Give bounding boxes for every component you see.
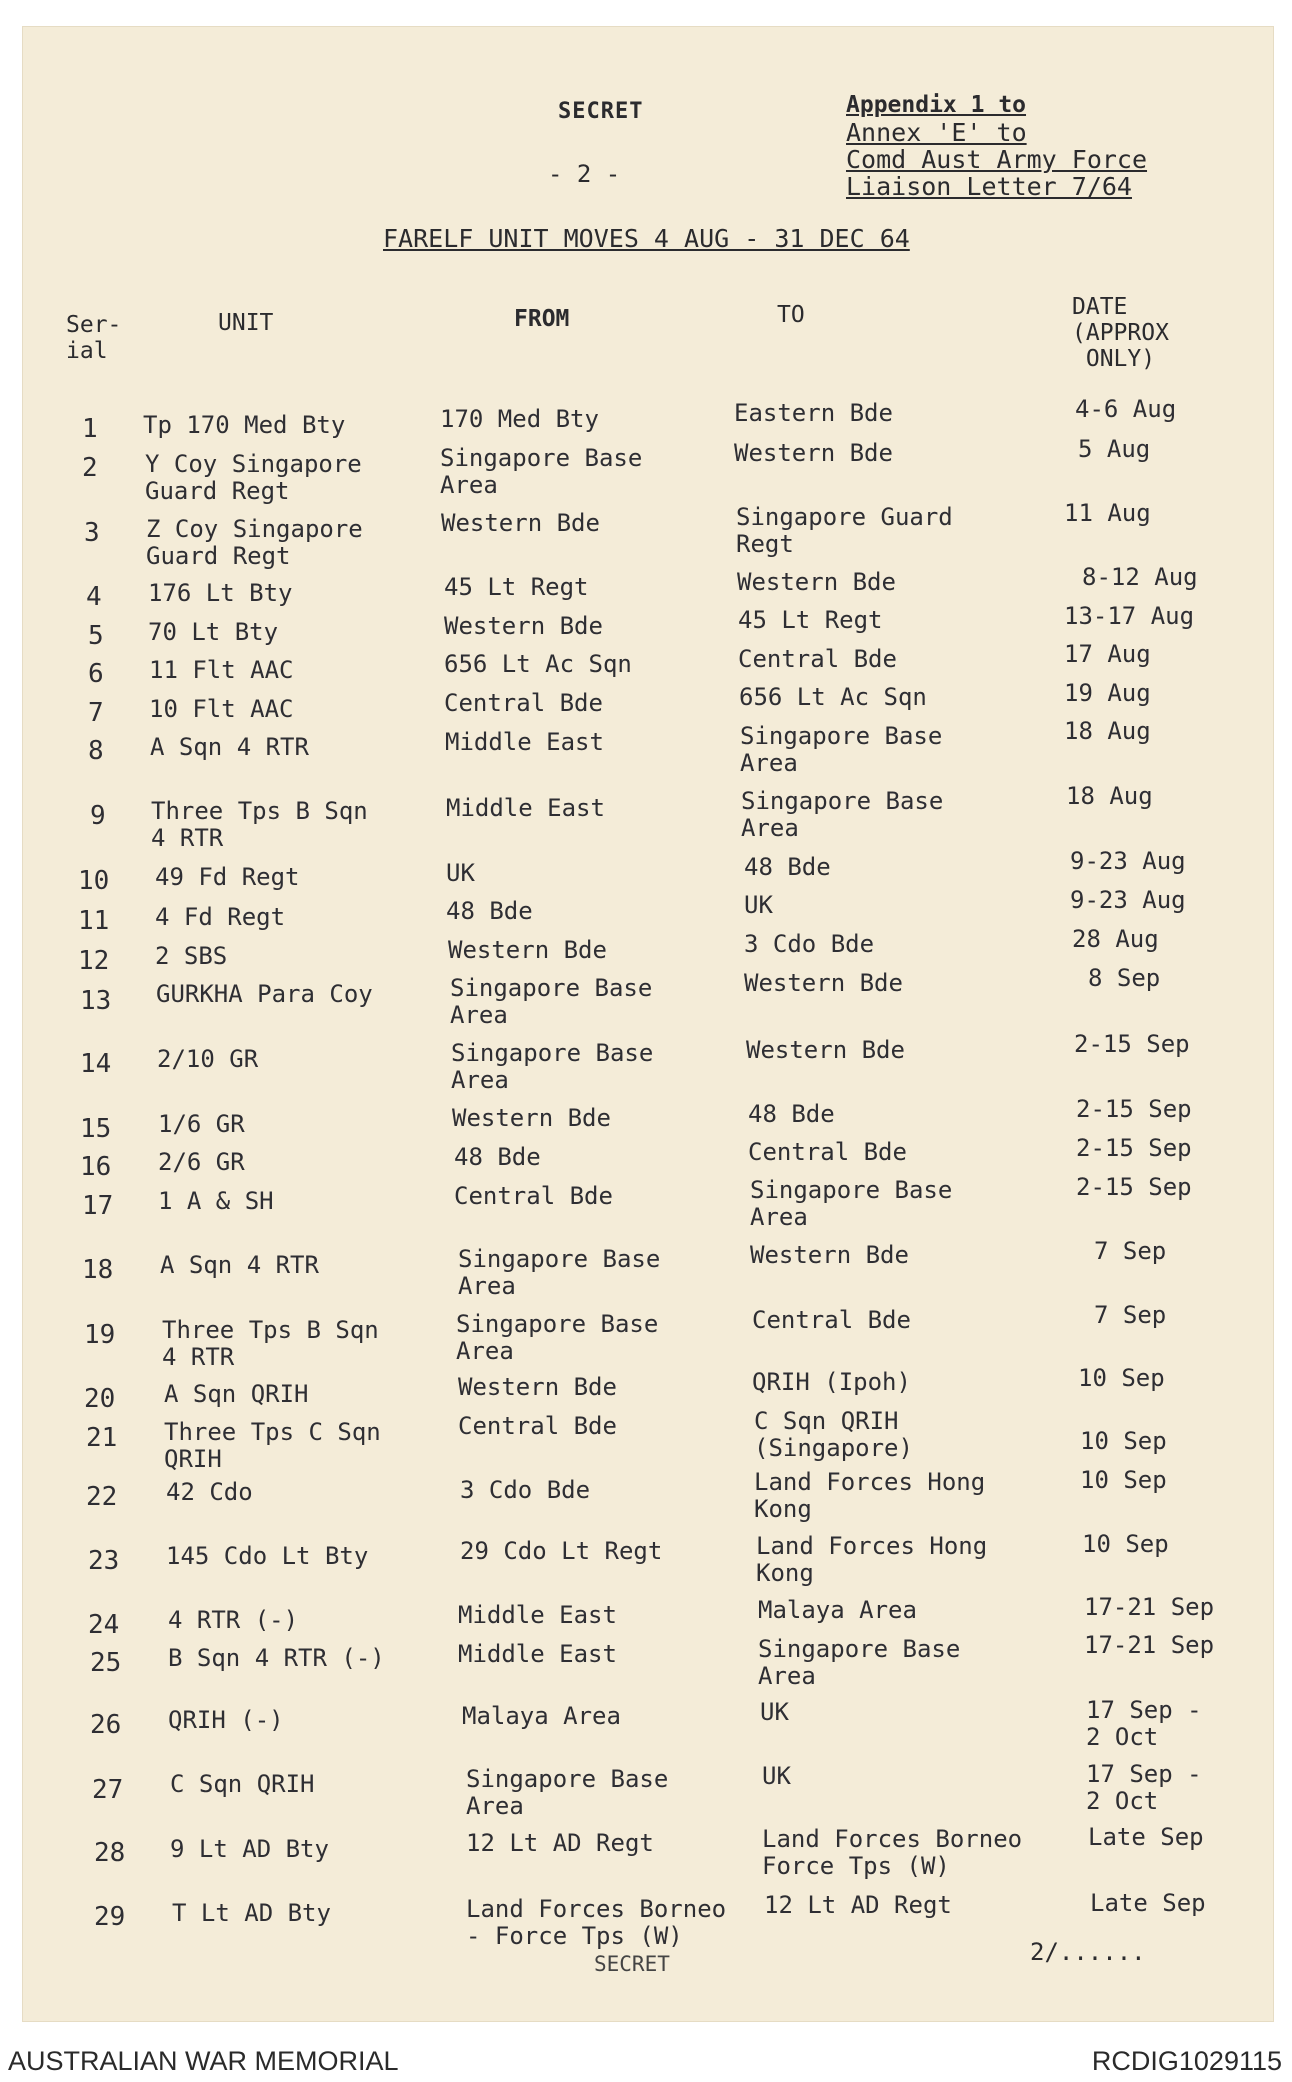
column-header-from: FROM <box>514 306 570 332</box>
from-cell: Central Bde <box>444 689 603 717</box>
serial-cell: 4 <box>86 582 102 612</box>
date-cell: 4-6 Aug <box>1075 395 1177 423</box>
to-cell: C Sqn QRIH (Singapore) <box>754 1407 913 1462</box>
unit-cell: 2/10 GR <box>157 1045 259 1073</box>
serial-cell: 29 <box>94 1902 126 1932</box>
unit-cell: Three Tps B Sqn 4 RTR <box>151 797 368 852</box>
to-cell: UK <box>760 1698 789 1726</box>
column-header-date: DATE (APPROX ONLY) <box>1072 294 1169 372</box>
from-cell: 12 Lt AD Regt <box>466 1829 654 1857</box>
date-cell: 2-15 Sep <box>1076 1134 1192 1162</box>
to-cell: 48 Bde <box>748 1100 835 1128</box>
serial-cell: 24 <box>88 1610 120 1640</box>
date-cell: 13-17 Aug <box>1064 602 1195 630</box>
from-cell: 48 Bde <box>446 897 533 925</box>
date-cell: 2-15 Sep <box>1076 1173 1192 1201</box>
to-cell: Singapore Guard Regt <box>736 503 953 558</box>
from-cell: Singapore Base Area <box>466 1765 669 1820</box>
unit-cell: Z Coy Singapore Guard Regt <box>146 515 363 570</box>
serial-cell: 28 <box>94 1838 126 1868</box>
unit-cell: 1 A & SH <box>158 1187 274 1215</box>
column-header-to: TO <box>777 302 805 328</box>
from-cell: UK <box>446 859 475 887</box>
serial-cell: 7 <box>88 698 104 728</box>
to-cell: Malaya Area <box>758 1596 917 1624</box>
date-cell: 2-15 Sep <box>1076 1095 1192 1123</box>
to-cell: Central Bde <box>738 645 897 673</box>
date-cell: 11 Aug <box>1064 499 1151 527</box>
from-cell: Singapore Base Area <box>458 1245 661 1300</box>
from-cell: 170 Med Bty <box>440 405 599 433</box>
from-cell: Middle East <box>446 794 605 822</box>
from-cell: Western Bde <box>452 1104 611 1132</box>
appendix-line: Appendix 1 to <box>846 92 1027 118</box>
date-cell: 10 Sep <box>1080 1466 1167 1494</box>
from-cell: Land Forces Borneo - Force Tps (W) <box>466 1895 727 1950</box>
archive-id: RCDIG1029115 <box>1091 2046 1282 2076</box>
unit-cell: 2/6 GR <box>158 1148 245 1176</box>
to-cell: Western Bde <box>734 439 893 467</box>
date-cell: 18 Aug <box>1066 782 1153 810</box>
date-cell: 17 Sep - 2 Oct <box>1086 1696 1202 1751</box>
unit-cell: 2 SBS <box>155 942 228 970</box>
unit-cell: Three Tps B Sqn 4 RTR <box>162 1316 379 1371</box>
unit-cell: 1/6 GR <box>158 1110 245 1138</box>
from-cell: Western Bde <box>441 509 600 537</box>
to-cell: Singapore Base Area <box>750 1176 953 1231</box>
to-cell: Eastern Bde <box>734 399 893 427</box>
to-cell: 656 Lt Ac Sqn <box>739 683 927 711</box>
serial-cell: 9 <box>90 801 106 831</box>
unit-cell: QRIH (-) <box>168 1706 284 1734</box>
unit-cell: Tp 170 Med Bty <box>143 411 346 439</box>
date-cell: Late Sep <box>1090 1889 1206 1917</box>
to-cell: Western Bde <box>737 568 896 596</box>
from-cell: Malaya Area <box>462 1702 621 1730</box>
unit-cell: 11 Flt AAC <box>149 656 294 684</box>
date-cell: 10 Sep <box>1080 1427 1167 1455</box>
to-cell: Western Bde <box>744 969 903 997</box>
unit-cell: 49 Fd Regt <box>155 863 300 891</box>
unit-cell: 9 Lt AD Bty <box>170 1835 329 1863</box>
serial-cell: 12 <box>78 946 110 976</box>
date-cell: Late Sep <box>1088 1823 1204 1851</box>
serial-cell: 22 <box>86 1482 118 1512</box>
serial-cell: 18 <box>82 1255 114 1285</box>
to-cell: QRIH (Ipoh) <box>752 1368 911 1396</box>
from-cell: Western Bde <box>444 612 603 640</box>
serial-cell: 17 <box>82 1191 114 1221</box>
serial-cell: 10 <box>78 866 110 896</box>
serial-cell: 1 <box>82 414 98 444</box>
unit-cell: A Sqn 4 RTR <box>160 1251 319 1279</box>
unit-cell: T Lt AD Bty <box>172 1899 331 1927</box>
to-cell: Land Forces Hong Kong <box>756 1532 988 1587</box>
from-cell: Middle East <box>445 728 604 756</box>
from-cell: Singapore Base Area <box>451 1039 654 1094</box>
from-cell: 45 Lt Regt <box>444 573 589 601</box>
date-cell: 7 Sep <box>1094 1301 1167 1329</box>
to-cell: 48 Bde <box>744 853 831 881</box>
classification-bottom: SECRET <box>594 1952 670 1976</box>
serial-cell: 5 <box>88 621 104 651</box>
serial-cell: 11 <box>78 906 110 936</box>
date-cell: 9-23 Aug <box>1070 886 1186 914</box>
serial-cell: 19 <box>84 1320 116 1350</box>
to-cell: 3 Cdo Bde <box>744 930 875 958</box>
to-cell: Central Bde <box>748 1138 907 1166</box>
serial-cell: 25 <box>90 1648 122 1678</box>
classification-top: SECRET <box>558 99 644 124</box>
date-cell: 17 Aug <box>1064 640 1151 668</box>
unit-cell: 176 Lt Bty <box>148 579 293 607</box>
from-cell: 656 Lt Ac Sqn <box>444 650 632 678</box>
to-cell: Land Forces Borneo Force Tps (W) <box>762 1825 1023 1880</box>
serial-cell: 6 <box>88 659 104 689</box>
serial-cell: 27 <box>92 1775 124 1805</box>
unit-cell: 145 Cdo Lt Bty <box>166 1542 369 1570</box>
appendix-reference <box>846 92 1147 200</box>
serial-cell: 26 <box>90 1710 122 1740</box>
unit-cell: A Sqn QRIH <box>164 1380 309 1408</box>
unit-cell: GURKHA Para Coy <box>156 980 373 1008</box>
unit-cell: 10 Flt AAC <box>149 695 294 723</box>
to-cell: Land Forces Hong Kong <box>754 1468 986 1523</box>
serial-cell: 8 <box>88 736 104 766</box>
date-cell: 8 Sep <box>1088 964 1161 992</box>
serial-cell: 2 <box>82 453 98 483</box>
to-cell: Singapore Base Area <box>741 787 944 842</box>
to-cell: Singapore Base Area <box>758 1635 961 1690</box>
date-cell: 18 Aug <box>1064 717 1151 745</box>
serial-cell: 15 <box>80 1114 112 1144</box>
unit-cell: A Sqn 4 RTR <box>150 733 309 761</box>
date-cell: 5 Aug <box>1078 435 1151 463</box>
from-cell: 48 Bde <box>454 1143 541 1171</box>
unit-cell: 4 RTR (-) <box>168 1606 299 1634</box>
archive-credit: AUSTRALIAN WAR MEMORIAL <box>8 2046 399 2076</box>
unit-cell: C Sqn QRIH <box>170 1770 315 1798</box>
unit-cell: 70 Lt Bty <box>148 618 279 646</box>
unit-cell: B Sqn 4 RTR (-) <box>168 1644 385 1672</box>
from-cell: Middle East <box>458 1601 617 1629</box>
to-cell: Western Bde <box>750 1241 909 1269</box>
unit-cell: Y Coy Singapore Guard Regt <box>145 450 362 505</box>
serial-cell: 21 <box>86 1423 118 1453</box>
to-cell: Singapore Base Area <box>740 722 943 777</box>
page-number: - 2 - <box>548 160 621 188</box>
to-cell: Western Bde <box>746 1036 905 1064</box>
from-cell: Western Bde <box>448 936 607 964</box>
from-cell: 29 Cdo Lt Regt <box>460 1537 663 1565</box>
from-cell: Western Bde <box>458 1373 617 1401</box>
serial-cell: 20 <box>84 1384 116 1414</box>
from-cell: Central Bde <box>454 1182 613 1210</box>
date-cell: 9-23 Aug <box>1070 847 1186 875</box>
to-cell: UK <box>744 891 773 919</box>
serial-cell: 14 <box>80 1049 112 1079</box>
column-header-unit: UNIT <box>218 310 274 336</box>
date-cell: 10 Sep <box>1082 1530 1169 1558</box>
comd-line: Comd Aust Army Force <box>846 145 1148 174</box>
from-cell: Singapore Base Area <box>456 1310 659 1365</box>
to-cell: UK <box>762 1762 791 1790</box>
annex-line: Annex 'E' to <box>846 118 1027 147</box>
from-cell: 3 Cdo Bde <box>460 1476 591 1504</box>
unit-cell: 42 Cdo <box>166 1478 253 1506</box>
date-cell: 17 Sep - 2 Oct <box>1086 1760 1202 1815</box>
to-cell: 45 Lt Regt <box>738 606 883 634</box>
date-cell: 10 Sep <box>1078 1364 1165 1392</box>
from-cell: Singapore Base Area <box>440 444 643 499</box>
from-cell: Central Bde <box>458 1412 617 1440</box>
serial-cell: 16 <box>80 1152 112 1182</box>
letter-line: Liaison Letter 7/64 <box>846 172 1132 201</box>
to-cell: 12 Lt AD Regt <box>764 1891 952 1919</box>
column-header-serial: Ser- ial <box>66 312 122 364</box>
page-title: FARELF UNIT MOVES 4 AUG - 31 DEC 64 <box>383 224 910 253</box>
continuation-marker: 2/...... <box>1030 1938 1146 1966</box>
serial-cell: 13 <box>80 986 112 1016</box>
serial-cell: 3 <box>84 518 100 548</box>
to-cell: Central Bde <box>752 1306 911 1334</box>
date-cell: 2-15 Sep <box>1074 1030 1190 1058</box>
date-cell: 7 Sep <box>1094 1237 1167 1265</box>
date-cell: 17-21 Sep <box>1084 1631 1215 1659</box>
from-cell: Singapore Base Area <box>450 974 653 1029</box>
date-cell: 17-21 Sep <box>1084 1593 1215 1621</box>
unit-cell: Three Tps C Sqn QRIH <box>164 1418 381 1473</box>
date-cell: 8-12 Aug <box>1082 563 1198 591</box>
unit-cell: 4 Fd Regt <box>155 903 286 931</box>
date-cell: 19 Aug <box>1064 679 1151 707</box>
date-cell: 28 Aug <box>1072 925 1159 953</box>
from-cell: Middle East <box>458 1640 617 1668</box>
serial-cell: 23 <box>88 1546 120 1576</box>
